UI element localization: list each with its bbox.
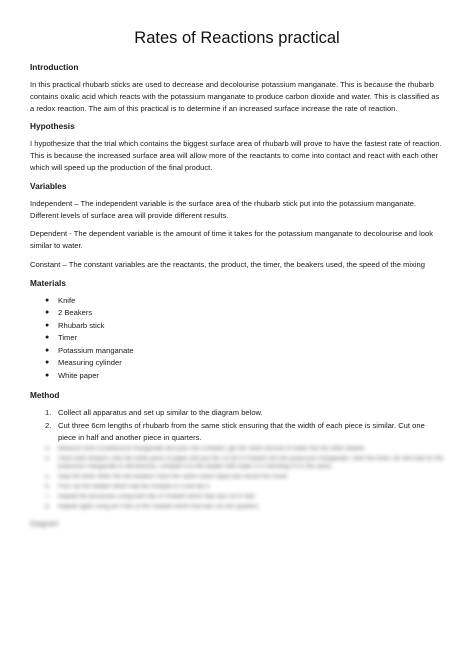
list-item	[45, 295, 444, 308]
list-item	[45, 320, 444, 333]
material-item: White paper	[58, 370, 99, 380]
list-item	[45, 307, 444, 320]
introduction-text: In this practical rhubarb sticks are used to decrease and decolourise potassium manganate. This is because the rhubarb contains oxalic acid which reacts with the potassium manganate to produce carbon dioxide and water. This is classified as a redox reaction. The aim of this practical is to determine if an increased surface increase the rate of reaction.	[30, 80, 440, 113]
material-item: Timer	[58, 333, 78, 343]
introduction-heading: Introduction	[30, 62, 79, 72]
page-title: Rates of Reactions practical	[134, 29, 340, 47]
method-step	[45, 407, 444, 418]
step-number: 8.	[45, 503, 51, 510]
materials-heading: Materials	[30, 277, 66, 288]
list-item	[45, 370, 444, 383]
list-item	[45, 332, 444, 345]
variables-heading: Variables	[30, 180, 67, 191]
step-number: 3.	[45, 445, 51, 452]
material-item: Rhubarb stick	[58, 320, 105, 330]
method-step-blurred	[45, 473, 444, 482]
step-text: Place both beakers onto the white piece of paper and put the 1st bit of rhubarb into the potassium manganate. Start the timer, stir and wait for the potassium manganate to decolourise, compare it to the beaker with water in it checking if it is the same.	[58, 455, 444, 471]
material-item: Measuring cylinder	[58, 358, 122, 368]
method-heading: Method	[30, 390, 60, 401]
diagram-label: Diagram	[30, 519, 59, 529]
bullet-icon: ●	[45, 296, 50, 304]
dependent-variable-text: Dependent - The dependent variable is the amount of time it takes for the potassium manganate to decolourise and look similar to water.	[30, 229, 433, 251]
method-step-blurred	[45, 493, 444, 502]
step-text: Measure 50ml of potassium manganate and pour into a beaker, get the same amount of water into the other beaker.	[58, 445, 366, 452]
step-number: 5.	[45, 474, 51, 481]
step-text: Pour out the beaker which had the rhubarb in it and dry it.	[58, 484, 211, 491]
step-text: Stop the timer when the two beakers have the same colour liquid and record the result.	[58, 474, 289, 481]
step-number: 4.	[45, 455, 51, 462]
bullet-icon: ●	[45, 371, 50, 379]
step-text: Cut three 6cm lengths of rhubarb from the same stick ensuring that the width of each piece is similar. Cut one piece in half and another piece in quarters.	[58, 421, 425, 442]
step-number: 7.	[45, 493, 51, 500]
step-number: 1.	[45, 408, 52, 418]
list-item	[45, 345, 444, 358]
material-item: Potassium manganate	[58, 345, 134, 355]
bullet-icon: ●	[45, 321, 50, 329]
step-number: 6.	[45, 484, 51, 491]
step-text: Repeat again using all 4 bits of the rhubarb which that was cut into quarters.	[58, 503, 260, 510]
method-step-blurred	[45, 483, 444, 492]
bullet-icon: ●	[45, 309, 50, 317]
method-step-blurred	[45, 503, 444, 512]
independent-variable-text: Independent – The independent variable is the surface area of the rhubarb stick put into the potassium manganate. Different levels of surface area will provide different results.	[30, 198, 417, 220]
constant-variable-text: Constant – The constant variables are the reactants, the product, the timer, the beakers used, the speed of the mixing	[30, 259, 425, 269]
step-text: Repeat the processes using both bits of rhubarb which that was cut in half.	[58, 493, 256, 500]
list-item	[45, 357, 444, 370]
step-number: 2.	[45, 421, 52, 431]
method-step	[45, 420, 444, 442]
hypothesis-heading: Hypothesis	[30, 121, 75, 132]
material-item: Knife	[58, 295, 76, 305]
method-step-blurred	[45, 455, 444, 473]
method-list	[30, 407, 444, 511]
hypothesis-text: I hypothesize that the trial which contains the biggest surface area of rhubarb will prove to have the fastest rate of reaction. This is because the increased surface area will allow more of the reactants to come into contact and react with each other which will speed up the production of the final product.	[30, 139, 442, 172]
bullet-icon: ●	[45, 346, 50, 354]
step-text: Collect all apparatus and set up similar to the diagram below.	[58, 408, 263, 418]
bullet-icon: ●	[45, 359, 50, 367]
bullet-icon: ●	[45, 334, 50, 342]
materials-list	[30, 295, 444, 383]
material-item: 2 Beakers	[58, 308, 93, 318]
method-step-blurred	[45, 445, 444, 454]
